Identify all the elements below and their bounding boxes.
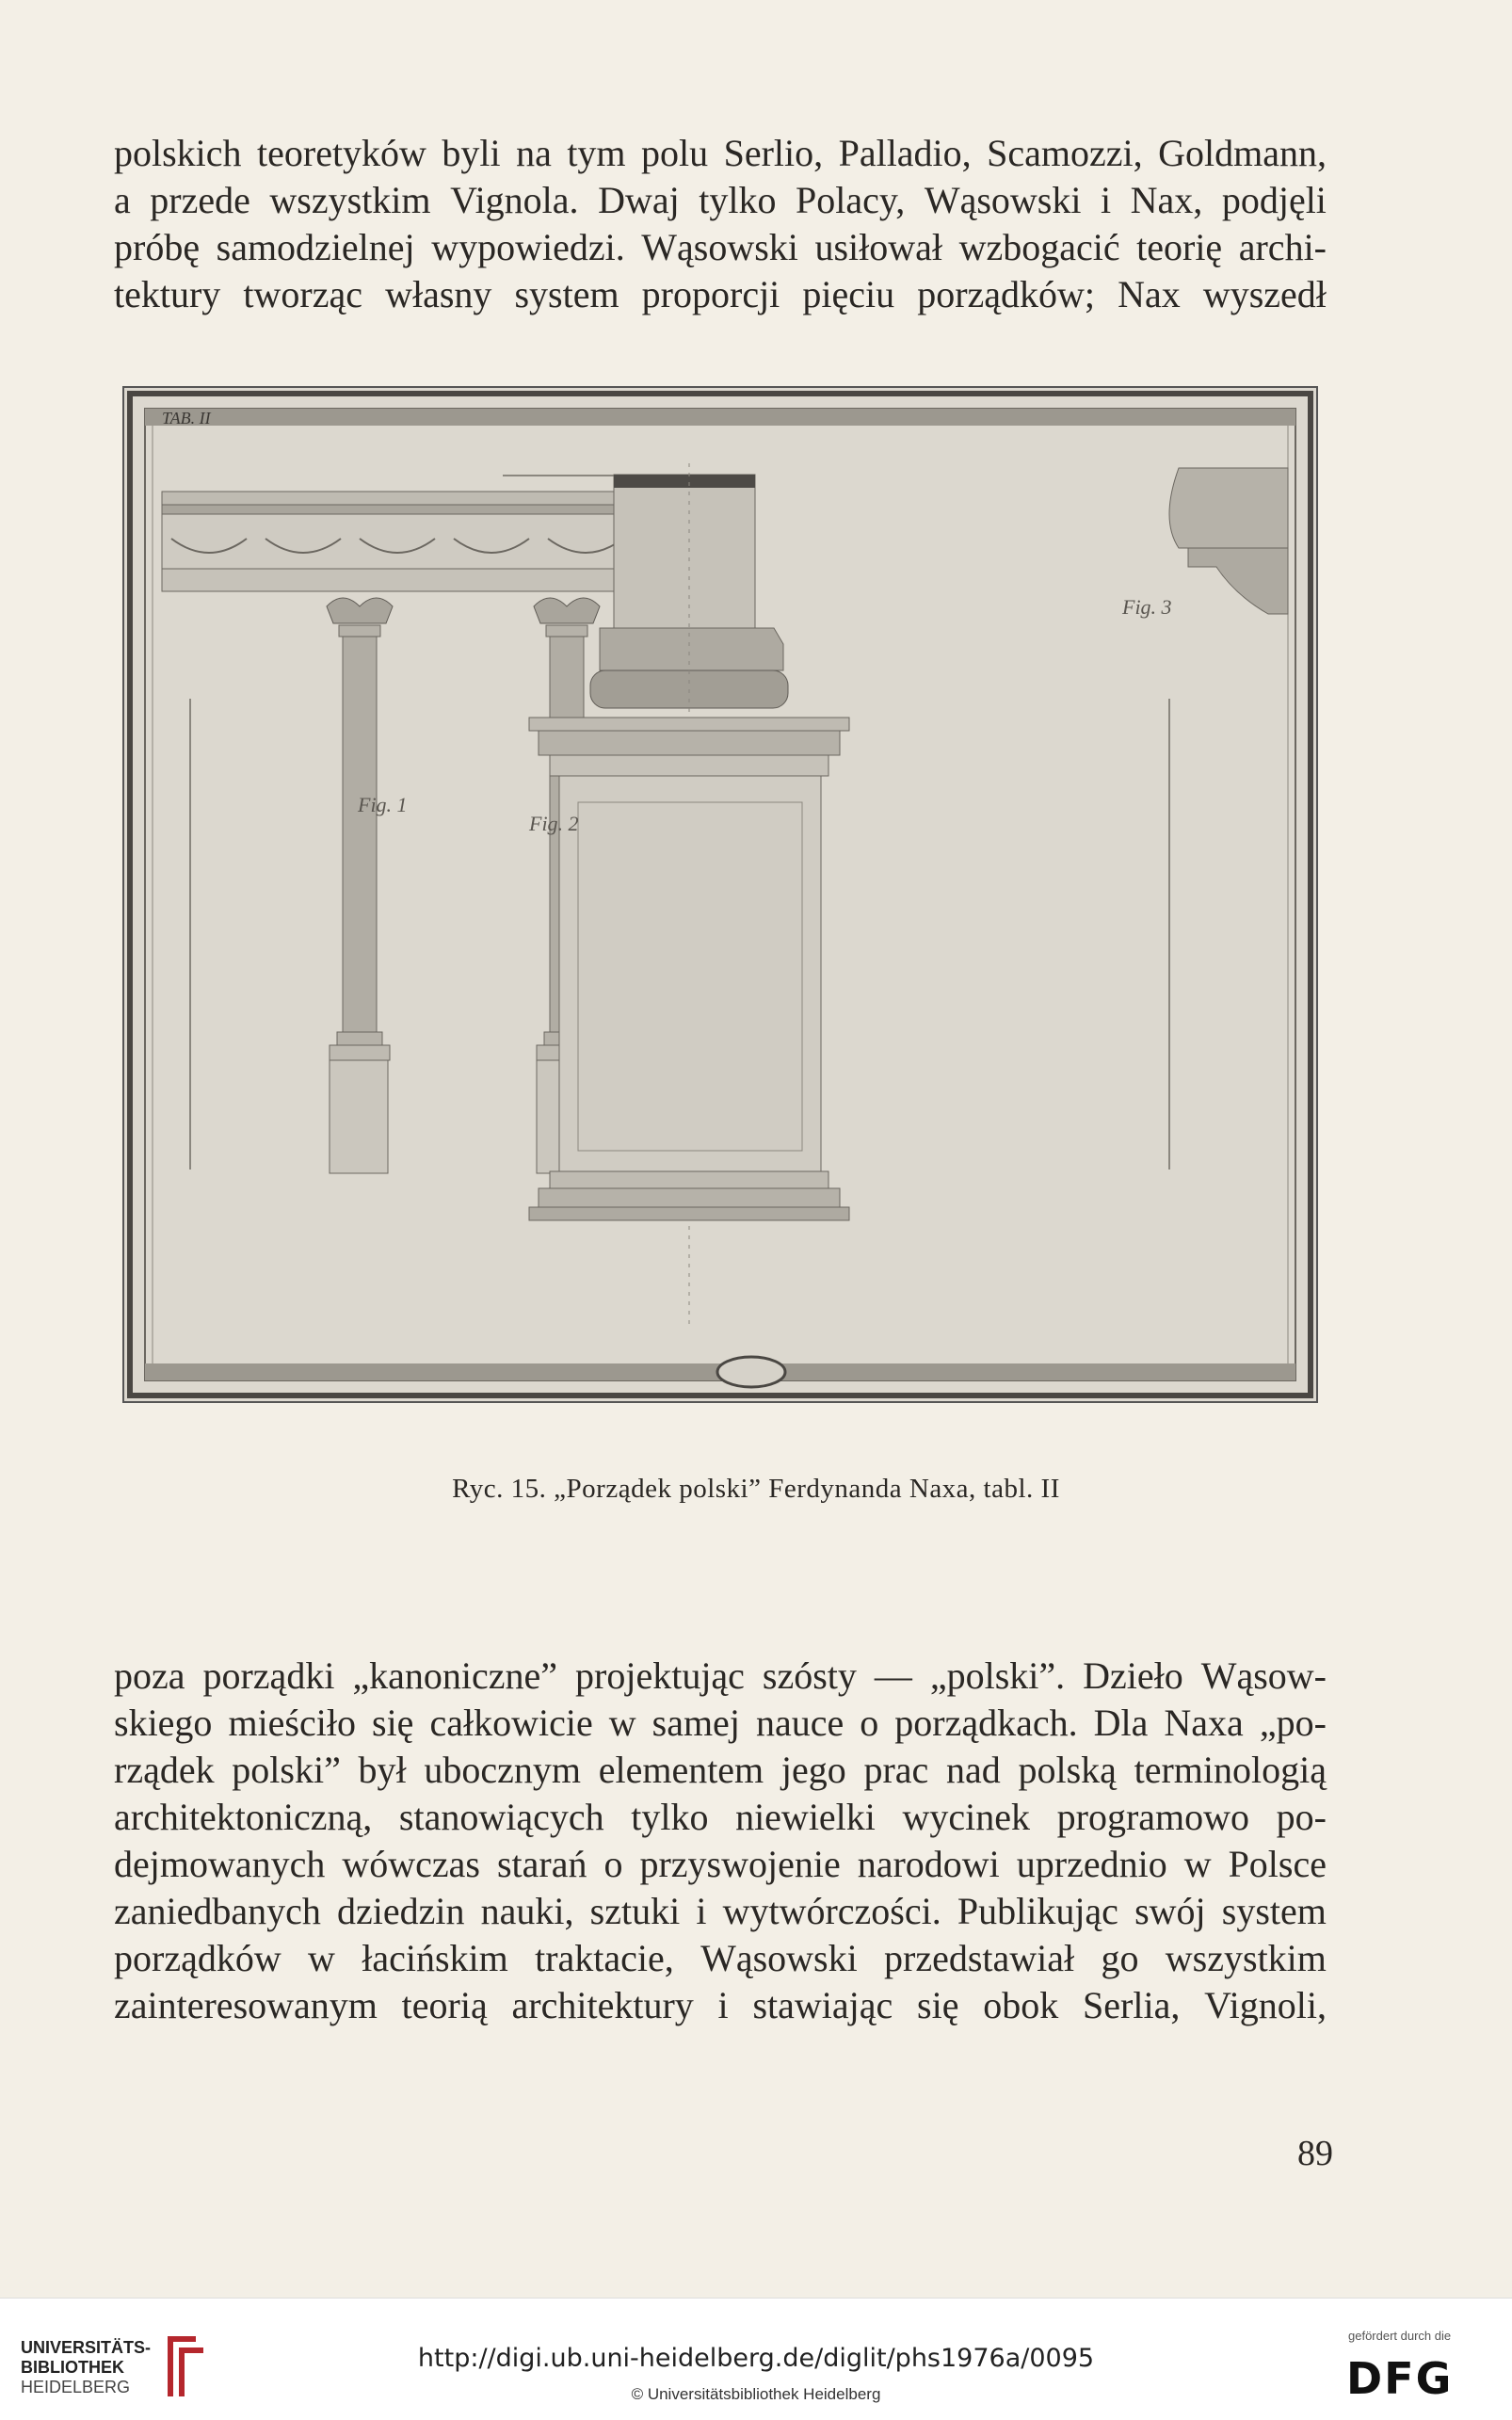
fig3-label: Fig. 3 — [1122, 595, 1172, 619]
text-line: zainteresowanym teorią architektury i stawiając się obok Serlia, Vignoli, — [114, 1984, 1327, 2026]
figure-caption: Ryc. 15. „Porządek polski” Ferdynanda Naxa, tabl. II — [452, 1474, 1060, 1504]
body-paragraph-top — [114, 130, 1327, 318]
library-name-line: UNIVERSITÄTS- — [21, 2338, 152, 2357]
text-line: zaniedbanych dziedzin nauki, sztuki i wytwórczości. Publikując swój system — [114, 1890, 1327, 1932]
plate-label: TAB. II — [162, 409, 211, 428]
column-order-drawing — [124, 388, 1316, 1401]
copyright-notice: © Universitätsbibliothek Heidelberg — [631, 2385, 881, 2403]
text-line: próbę samodzielnej wypowiedzi. Wąsowski usiłował wzbogacić teorię archi- — [114, 226, 1327, 268]
library-name-line: BIBLIOTHEK — [21, 2358, 124, 2377]
body-paragraph-bottom — [114, 1653, 1327, 2029]
permalink-url[interactable]: http://digi.ub.uni-heidelberg.de/diglit/phs1976a/0095 — [417, 2344, 1095, 2373]
text-line: tektury tworząc własny system proporcji pięciu porządków; Nax wyszedł — [114, 273, 1327, 315]
digitization-footer — [0, 2298, 1512, 2420]
text-line: porządków w łacińskim traktacie, Wąsowski przedstawiał go wszystkim — [114, 1937, 1327, 1979]
library-name-line: HEIDELBERG — [21, 2378, 131, 2396]
text-line: skiego mieściło się całkowicie w samej nauce o porządkach. Dla Naxa „po- — [114, 1702, 1327, 1744]
funded-by-label: gefördert durch die — [1348, 2329, 1452, 2343]
text-line: dejmowanych wówczas starań o przyswojenie narodowi uprzednio w Polsce — [114, 1843, 1327, 1885]
dfg-logo: DFG — [1346, 2353, 1454, 2404]
fig2-label: Fig. 2 — [529, 812, 579, 835]
fig1-label: Fig. 1 — [358, 793, 408, 816]
text-line: a przede wszystkim Vignola. Dwaj tylko Polacy, Wąsowski i Nax, podjęli — [114, 179, 1327, 221]
page-number: 89 — [1297, 2134, 1333, 2173]
text-line: poza porządki „kanoniczne” projektując szósty — „polski”. Dzieło Wąsow- — [114, 1654, 1327, 1697]
text-line: architektoniczną, stanowiących tylko niewielki wycinek programowo po- — [114, 1796, 1327, 1838]
text-line: polskich teoretyków byli na tym polu Serlio, Palladio, Scamozzi, Goldmann, — [114, 132, 1327, 174]
text-line: rządek polski” był ubocznym elementem jego prac nad polską terminologią — [114, 1749, 1327, 1791]
architectural-plate-figure — [122, 386, 1318, 1403]
